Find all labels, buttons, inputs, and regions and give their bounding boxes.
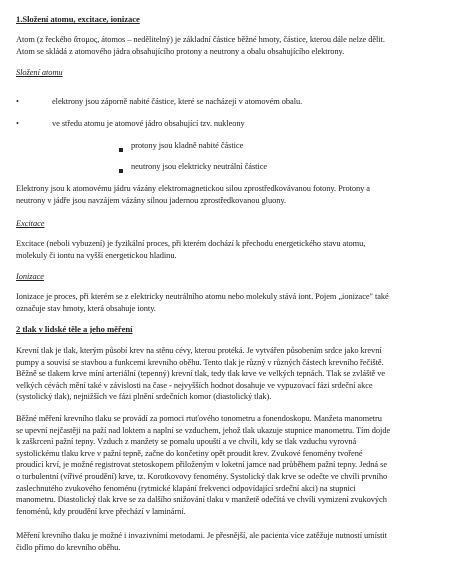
atom-intro-paragraph bbox=[16, 34, 456, 57]
text-line: pumpy a souvisí se stavbou a funkcemi krevního oběhu. Tento tlak je různý v různých částech krevního řečiště. bbox=[16, 357, 384, 367]
section-1-heading: 1.Složení atomu, excitace, ionizace bbox=[16, 14, 140, 24]
text-line: Atom (z řeckého ἄτομος, átomos – nedělitelný) je základní částice běžné hmoty, částice, kterou dále nelze dělit. bbox=[16, 35, 385, 44]
text-line: k zaškrcení pažní tepny. Vzduch z manžety se pomalu upouští a ve chvíli, kdy se tlak vzduchu vyrovná bbox=[16, 437, 357, 447]
text-line: (systolický tlak), nejnižších ve fázi plnění srdečních komor (diastolický tlak). bbox=[16, 392, 272, 402]
text-line: fenoménů, kdy proudění krve přechází v laminární. bbox=[16, 506, 186, 516]
square-bullet-icon bbox=[119, 144, 123, 156]
composition-subheading: Složení atomu bbox=[16, 68, 63, 77]
bullet-icon: • bbox=[16, 97, 19, 106]
list-item-text: neutrony jsou elektricky neutrální částice bbox=[131, 162, 268, 171]
excitation-paragraph bbox=[16, 238, 456, 261]
text-line: Běžné měření krevního tlaku se provádí za pomoci rtuťového tonometru a fonendoskopu. Manžeta manometru bbox=[16, 414, 382, 423]
invasive-methods-paragraph bbox=[16, 530, 456, 553]
text-line: Ionizace je proces, při kterém se z elektricky neutrálního atomu nebo molekuly stává iont. Pojem „ionizace" také bbox=[16, 292, 389, 301]
list-item-text: ve středu atomu je atomové jádro obsahující tzv. nukleony bbox=[52, 119, 245, 128]
list-item-text: elektrony jsou záporně nabité částice, které se nacházejí v atomovém obalu. bbox=[52, 97, 303, 106]
text-line: zaslechnutého zvukového fenoménu (rytmické klapání frekvenci odpovídající srdeční akci) na stupnici bbox=[16, 483, 356, 493]
electrons-paragraph bbox=[16, 183, 456, 206]
excitation-subheading: Excitace bbox=[16, 219, 45, 228]
ionization-subheading: Ionizace bbox=[16, 272, 44, 281]
text-line: Elektrony jsou k atomovému jádru vázány elektromagnetickou silou zprostředkovávanou fotony. Protony a bbox=[16, 184, 370, 193]
text-line: o turbulentní (vířivé proudění) krve, tz. Korotkovovy fenomény. Systolický tlak krve se odečte ve chvíli prvního bbox=[16, 471, 388, 481]
text-line: označuje stav hmoty, která obsahuje ionty. bbox=[16, 303, 156, 313]
text-line: neutrony v jádře jsou navzájem vázány silnou jadernou zprostředkovanou gluony. bbox=[16, 195, 286, 205]
text-line: Excitace (neboli vybuzení) je fyzikální proces, při kterém dochází k přechodu energetického stavu atomu, bbox=[16, 239, 366, 248]
text-line: se upevní nejčastěji na paží nad loktem a naplní se vzduchem, jehož tlak ukazuje stupnice manometru. Tím dojde bbox=[16, 425, 391, 435]
bullet-icon: • bbox=[16, 119, 19, 128]
text-line: Atom se skládá z atomového jádra obsahujícího protony a neutrony a obalu obsahujícího elektrony. bbox=[16, 46, 345, 56]
text-line: proudící krví, je možné registrovat stetoskopem přiloženým v loketní jamce nad průběhem pažní tepny. Jedná se bbox=[16, 460, 388, 470]
text-line: molekuly či iontu na vyšší energetickou hladinu. bbox=[16, 250, 177, 260]
square-bullet-icon bbox=[119, 165, 123, 177]
ionization-paragraph bbox=[16, 291, 456, 314]
measurement-paragraph bbox=[16, 413, 456, 517]
section-2-heading: 2 tlak v lidské těle a jeho měření bbox=[16, 324, 133, 334]
text-line: Měření krevního tlaku je možné i invazivními metodami. Je přesnější, ale pacienta více zatěžuje nutností umístit bbox=[16, 531, 387, 540]
text-line: velkých cévách mění také v závislosti na čase - nejvyšších hodnot dosahuje ve vypuzovací fázi srdeční akce bbox=[16, 380, 373, 390]
text-line: čidlo přímo do krevního oběhu. bbox=[16, 542, 121, 552]
text-line: manometru. Diastolický tlak krve se za dalšího snižování tlaku v manžetě odečítá ve chvíli vymizení zvukových bbox=[16, 495, 387, 505]
list-item-text: protony jsou kladně nabité částice bbox=[131, 141, 244, 150]
blood-pressure-paragraph bbox=[16, 345, 456, 403]
text-line: systolickému tlaku krve v pažní tepně, začne do končetiny opět proudit krev. Zvukové fenomény tvořené bbox=[16, 448, 363, 458]
text-line: Krevní tlak je tlak, kterým působí krev na stěnu cévy, kterou protéká. Je vytvářen působením srdce jako krevní bbox=[16, 346, 382, 355]
text-line: Běžně se tlakem krve míní arteriální (tepenný) krevní tlak, tedy tlak krve ve velkých tepnách. Tlak se zvláště ve bbox=[16, 369, 386, 379]
